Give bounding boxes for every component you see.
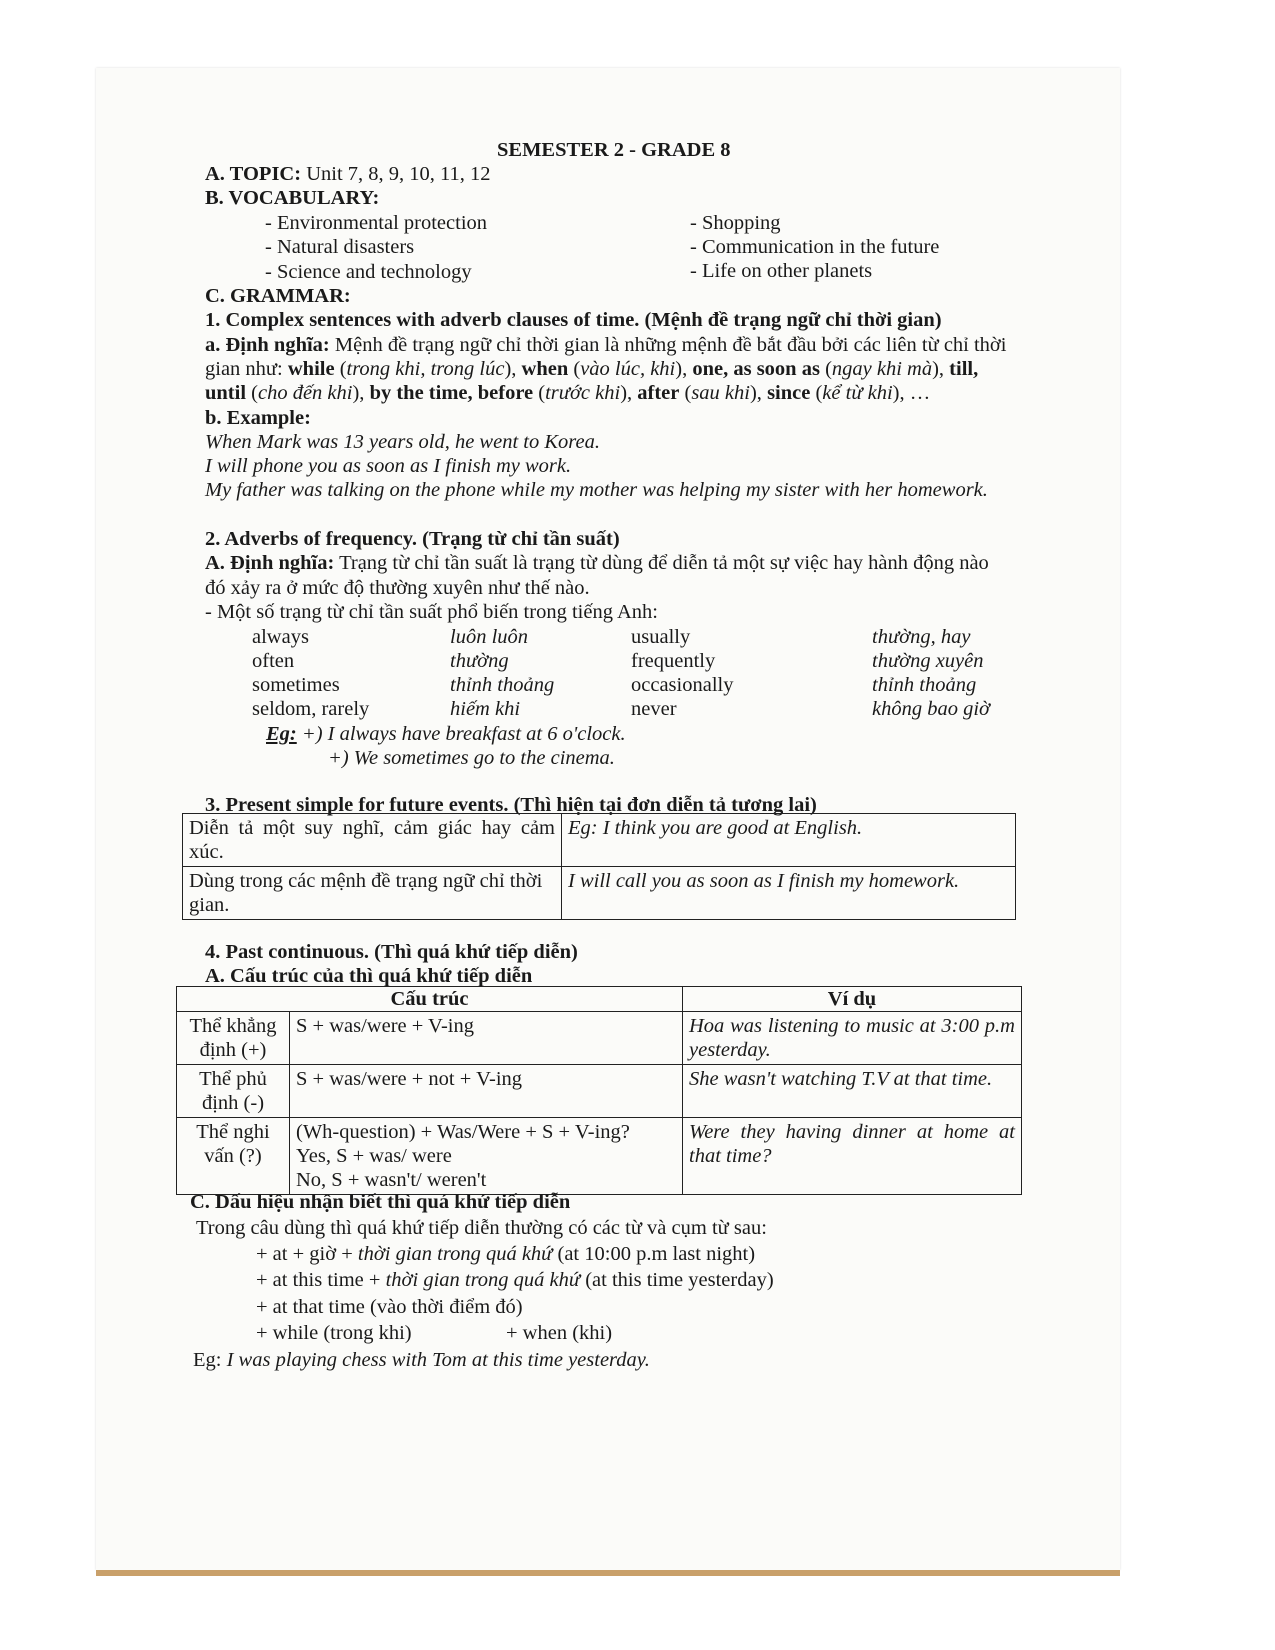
adverb: sometimes (252, 674, 340, 696)
meaning: trong khi, trong lúc (346, 358, 505, 380)
meaning: vào lúc, khi (580, 358, 676, 380)
s1-def-label: a. Định nghĩa: (205, 334, 330, 356)
adverb-meaning: thường xuyên (872, 650, 984, 672)
table-cell: Were they having dinner at home at that time? (683, 1118, 1022, 1195)
meaning: thời gian trong quá khứ (357, 1243, 553, 1265)
eg-label: Eg: (193, 1349, 227, 1371)
meaning: cho đến khi (257, 382, 353, 404)
s2-definition-2: đó xảy ra ở mức độ thường xuyên như thế nào. (205, 577, 590, 599)
page-title: SEMESTER 2 - GRADE 8 (497, 139, 731, 161)
s2-def-label: A. Định nghĩa: (205, 552, 335, 574)
meaning: trước khi (545, 382, 621, 404)
text: + at + giờ + (256, 1243, 358, 1265)
keyword: while (287, 358, 335, 380)
table-cell: Thể khẳng định (+) (177, 1012, 290, 1065)
structure-line: Yes, S + was/ were (296, 1145, 452, 1167)
s1-definition-line (205, 333, 1006, 357)
vocab-item: - Shopping (690, 212, 781, 234)
text: (at this time yesterday) (580, 1269, 774, 1291)
table-row (177, 1065, 1022, 1118)
text: ), (352, 382, 370, 404)
table-cell: She wasn't watching T.V at that time. (683, 1065, 1022, 1118)
text: ), … (892, 382, 931, 404)
table-row (177, 1118, 1022, 1195)
s2-definition (205, 551, 989, 575)
s2-example-2: +) We sometimes go to the cinema. (328, 747, 615, 769)
keyword: by the time, before (369, 382, 534, 404)
s1-example: I will phone you as soon as I finish my work. (205, 455, 572, 477)
adverb: never (631, 698, 677, 720)
s2-def-text: Trạng từ chỉ tần suất là trạng từ dùng để diễn tả một sự việc hay hành động nào (334, 552, 989, 574)
table-header-row (177, 987, 1022, 1012)
text: ), (932, 358, 950, 380)
adverb-meaning: không bao giờ (872, 698, 990, 720)
s4-example (193, 1348, 650, 1372)
adverb: occasionally (631, 674, 734, 696)
text: ), (504, 358, 522, 380)
keyword: one, as soon as (692, 358, 820, 380)
keyword: until (205, 382, 247, 404)
vocab-item: - Life on other planets (690, 260, 873, 282)
text: ( (246, 382, 258, 404)
meaning: sau khi (691, 382, 750, 404)
s1-def-text: Mệnh đề trạng ngữ chỉ thời gian là những mệnh đề bắt đầu bởi các liên từ chỉ thời (329, 334, 1007, 356)
past-continuous-table (176, 986, 1022, 1195)
table-cell: I will call you as soon as I finish my homework. (562, 867, 1016, 920)
s2-example-1 (266, 722, 626, 746)
s4-subheading-c: C. Dấu hiệu nhận biết thì quá khứ tiếp diễn (190, 1191, 571, 1213)
topic-line (205, 162, 491, 186)
vocabulary-label: B. VOCABULARY: (205, 187, 380, 209)
table-cell: Thể phủ định (-) (177, 1065, 290, 1118)
table-row (183, 867, 1016, 920)
topic-label: A. TOPIC: (205, 163, 302, 185)
text: ( (819, 358, 832, 380)
keyword: after (637, 382, 680, 404)
table-cell: S + was/were + not + V-ing (290, 1065, 683, 1118)
adverb: frequently (631, 650, 716, 672)
table-cell: Diễn tả một suy nghĩ, cảm giác hay cảm xúc. (183, 814, 562, 867)
adverb-meaning: thường, hay (872, 626, 971, 648)
present-simple-table (182, 813, 1016, 920)
s1-definition-line-2 (205, 357, 978, 381)
s1-example-label: b. Example: (205, 407, 311, 429)
text: gian như: (205, 358, 288, 380)
table-row (183, 814, 1016, 867)
section-3-heading: 3. Present simple for future events. (Thì hiện tại đơn diễn tả tương lai) (205, 794, 817, 816)
vocab-item: - Science and technology (265, 261, 472, 283)
text: ), (749, 382, 768, 404)
meaning: ngay khi mà (831, 358, 933, 380)
keyword: till, (949, 358, 979, 380)
eg-text: +) I always have breakfast at 6 o'clock. (296, 723, 626, 745)
s1-example: When Mark was 13 years old, he went to Korea. (205, 431, 600, 453)
text: + at this time + (256, 1269, 386, 1291)
signal-item: + at that time (vào thời điểm đó) (256, 1296, 523, 1318)
adverb-meaning: thỉnh thoảng (872, 674, 977, 696)
eg-text: I was playing chess with Tom at this time yesterday. (226, 1349, 650, 1371)
text: ( (568, 358, 581, 380)
signal-item (256, 1242, 755, 1266)
s1-definition-line-3 (205, 381, 930, 405)
s4-subheading-a: A. Cấu trúc của thì quá khứ tiếp diễn (205, 965, 533, 987)
adverb: usually (631, 626, 691, 648)
signal-item: + when (khi) (506, 1322, 613, 1344)
table-cell: Thể nghi vấn (?) (177, 1118, 290, 1195)
column-header: Ví dụ (683, 987, 1022, 1012)
vocab-item: - Natural disasters (265, 236, 415, 258)
table-surface (96, 1570, 1120, 1576)
s4-intro: Trong câu dùng thì quá khứ tiếp diễn thường có các từ và cụm từ sau: (196, 1217, 767, 1239)
table-cell: Dùng trong các mệnh đề trạng ngữ chỉ thời gian. (183, 867, 562, 920)
table-row (177, 1012, 1022, 1065)
section-1-heading: 1. Complex sentences with adverb clauses of time. (Mệnh đề trạng ngữ chỉ thời gian) (205, 309, 942, 331)
grammar-label: C. GRAMMAR: (205, 285, 351, 307)
table-cell (290, 1118, 683, 1195)
text: ( (334, 358, 347, 380)
adverb: seldom, rarely (252, 698, 370, 720)
s1-example: My father was talking on the phone while my mother was helping my sister with her homework. (205, 479, 988, 501)
text: ), (675, 358, 693, 380)
keyword: since (767, 382, 811, 404)
structure-line: No, S + wasn't/ weren't (296, 1169, 487, 1191)
text: ), (620, 382, 638, 404)
column-header: Cấu trúc (177, 987, 683, 1012)
table-cell: Eg: I think you are good at English. (562, 814, 1016, 867)
text: ( (533, 382, 546, 404)
table-cell: S + was/were + V-ing (290, 1012, 683, 1065)
section-2-heading: 2. Adverbs of frequency. (Trạng từ chỉ tần suất) (205, 528, 620, 550)
vocab-item: - Communication in the future (690, 236, 940, 258)
signal-item: + while (trong khi) (256, 1322, 412, 1344)
s2-list-intro: - Một số trạng từ chỉ tần suất phổ biến trong tiếng Anh: (205, 601, 658, 623)
adverb-meaning: luôn luôn (450, 626, 529, 648)
adverb: always (252, 626, 309, 648)
adverb-meaning: thỉnh thoảng (450, 674, 555, 696)
text: ( (679, 382, 692, 404)
adverb-meaning: hiếm khi (450, 698, 521, 720)
keyword: when (521, 358, 569, 380)
topic-value: Unit 7, 8, 9, 10, 11, 12 (306, 163, 491, 185)
structure-line: (Wh-question) + Was/Were + S + V-ing? (296, 1121, 630, 1143)
meaning: thời gian trong quá khứ (385, 1269, 581, 1291)
adverb: often (252, 650, 295, 672)
eg-label: Eg: (266, 723, 297, 745)
section-4-heading: 4. Past continuous. (Thì quá khứ tiếp diễn) (205, 941, 578, 963)
text: ( (810, 382, 823, 404)
adverb-meaning: thường (450, 650, 509, 672)
vocab-item: - Environmental protection (265, 212, 488, 234)
signal-item (256, 1268, 774, 1292)
meaning: kể từ khi (822, 382, 893, 404)
text: (at 10:00 p.m last night) (552, 1243, 756, 1265)
table-cell: Hoa was listening to music at 3:00 p.m yesterday. (683, 1012, 1022, 1065)
